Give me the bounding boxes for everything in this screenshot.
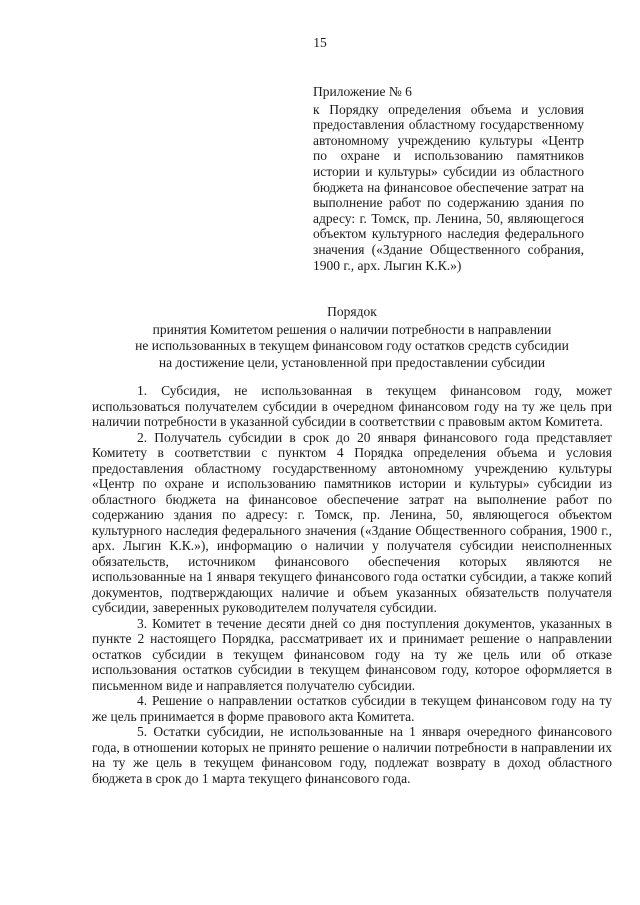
document-subtitle-line-1: принятия Комитетом решения о наличии потребности в направлении xyxy=(152,322,552,338)
paragraph-1: 1. Субсидия, не использованная в текущем финансовом году, может использоваться получателем субсидии в очередном финансовом году на ту же цель при наличии потребности в указанной субсидии в соответствии с правовым актом Комитета. xyxy=(92,383,612,429)
page-number: 15 xyxy=(313,35,327,50)
document-subtitle-line-3: на достижение цели, установленной при предоставлении субсидии xyxy=(158,354,546,370)
paragraph-5: 5. Остатки субсидии, не использованные на 1 января очередного финансового года, в отношении которых не принято решение о наличии потребности в направлении их на ту же цель в текущем финансовом году, подлежат возврату в доход областного бюджета в срок до 1 марта текущего финансового года. xyxy=(92,724,612,786)
document-subtitle-line-2: не использованных в текущем финансовом году остатков средств субсидии xyxy=(135,338,569,354)
document-body xyxy=(92,383,612,786)
document-header xyxy=(92,304,612,371)
appendix-text: к Порядку определения объема и условия предоставления областному государственному автономному учреждению культуры «Центр по охране и использованию памятников истории и культуры» субсидии из областного бюджета на финансовое обеспечение затрат на выполнение работ по содержанию здания по адресу: г. Томск, пр. Ленина, 50, являющегося объектом культурного наследия федерального значения («Здание Общественного собрания, 1900 г., арх. Лыгин К.К.») xyxy=(313,101,584,273)
paragraph-3: 3. Комитет в течение десяти дней со дня поступления документов, указанных в пункте 2 настоящего Порядка, рассматривает их и принимает решение о направлении остатков субсидии в текущем финансовом году на ту же цель или об отказе использования остатков субсидии в текущем финансовом году, которое оформляется в письменном виде и направляется получателю субсидии. xyxy=(92,615,612,693)
paragraph-2: 2. Получатель субсидии в срок до 20 января финансового года представляет Комитету в соответствии с пунктом 4 Порядка определения объема и условия предоставления областному государственному автономному учреждению культуры «Центр по охране и использованию памятников истории и культуры» субсидии из областного бюджета на финансовое обеспечение затрат на выполнение работ по содержанию здания по адресу: г. Томск, пр. Ленина, 50, являющегося объектом культурного наследия федерального значения («Здание Общественного собрания, 1900 г., арх. Лыгин К.К.»), информацию о наличии у получателя субсидии неисполненных обязательств, источником финансового обеспечения которых являются не использованные на 1 января текущего финансового года остатки субсидии, а также копий документов, подтверждающих наличие и объем указанных обязательств получателя субсидии, заверенных руководителем получателя субсидии. xyxy=(92,429,612,615)
paragraph-4: 4. Решение о направлении остатков субсидии в текущем финансовом году на ту же цель принимается в форме правового акта Комитета. xyxy=(92,693,612,724)
appendix-block xyxy=(313,84,584,273)
document-title: Порядок xyxy=(327,304,377,319)
appendix-title: Приложение № 6 xyxy=(313,84,412,99)
